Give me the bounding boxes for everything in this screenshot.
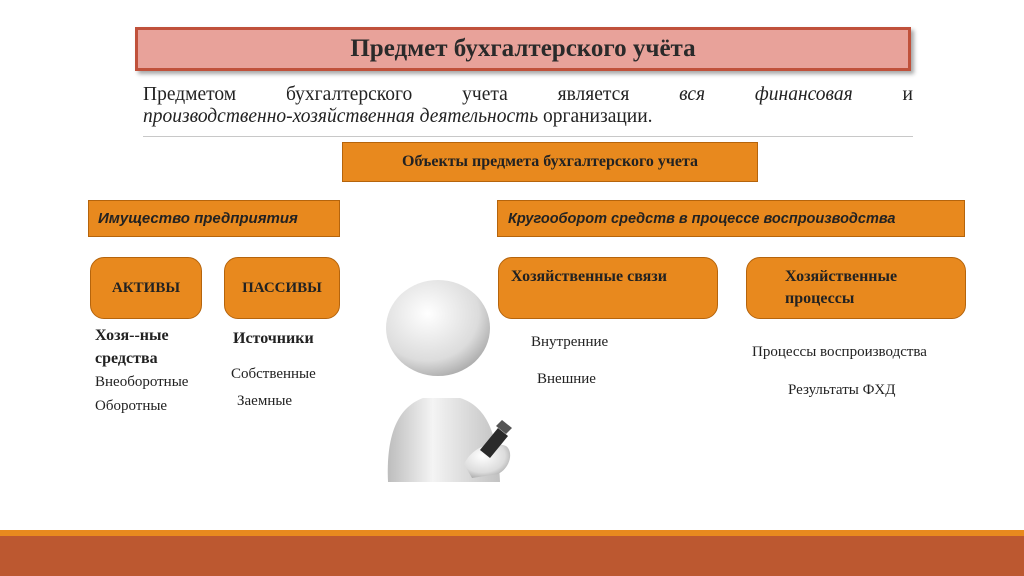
assets-item-noncurrent: Внеоборотные xyxy=(95,374,189,390)
links-item-external: Внешние xyxy=(537,371,596,387)
economic-processes-line-1: Хозяйственные xyxy=(785,268,898,285)
definition-text xyxy=(143,84,913,128)
economic-processes-label xyxy=(785,266,897,310)
definition-italic: производственно-хозяйственная деятельность xyxy=(143,106,539,127)
definition-line-1 xyxy=(143,84,913,106)
definition-word: и xyxy=(902,84,913,105)
slide-title xyxy=(135,27,911,71)
processes-item-results: Результаты ФХД xyxy=(788,382,896,398)
assets-label: АКТИВЫ xyxy=(111,279,181,296)
property-box xyxy=(88,200,340,237)
assets-heading-2: средства xyxy=(95,350,158,367)
assets-box xyxy=(90,257,202,319)
definition-word: финансовая xyxy=(754,84,853,105)
definition-word: бухгалтерского xyxy=(285,84,413,105)
processes-item-reproduction: Процессы воспроизводства xyxy=(752,344,927,360)
slide-title-text: Предмет бухгалтерского учёта xyxy=(350,35,696,62)
assets-item-current: Оборотные xyxy=(95,398,168,414)
objects-label: Объекты предмета бухгалтерского учета xyxy=(402,153,698,170)
circulation-label: Кругооборот средств в процессе воспроизводства xyxy=(508,210,896,227)
economic-links-box xyxy=(498,257,718,319)
economic-processes-line-2: процессы xyxy=(785,290,855,307)
definition-line-2 xyxy=(143,106,913,128)
liabilities-label: ПАССИВЫ xyxy=(242,279,322,296)
definition-word: учета xyxy=(462,84,508,105)
divider-line xyxy=(143,136,913,137)
liabilities-box xyxy=(224,257,340,319)
assets-heading-1: Хозя--ные xyxy=(95,327,169,344)
figure-with-pen-illustration xyxy=(368,268,518,482)
footer-bar xyxy=(0,536,1024,576)
liabilities-heading: Источники xyxy=(233,330,314,347)
property-label: Имущество предприятия xyxy=(98,210,298,227)
definition-word: вся xyxy=(679,84,706,105)
definition-tail: организации. xyxy=(538,106,653,127)
liabilities-item-own: Собственные xyxy=(231,366,316,382)
circulation-box xyxy=(497,200,965,237)
objects-box xyxy=(342,142,758,182)
links-item-internal: Внутренние xyxy=(531,334,609,350)
economic-processes-box xyxy=(746,257,966,319)
liabilities-item-borrowed: Заемные xyxy=(237,393,293,409)
definition-word: Предметом xyxy=(143,84,237,105)
definition-word: является xyxy=(557,84,630,105)
economic-links-label: Хозяйственные связи xyxy=(511,268,667,285)
